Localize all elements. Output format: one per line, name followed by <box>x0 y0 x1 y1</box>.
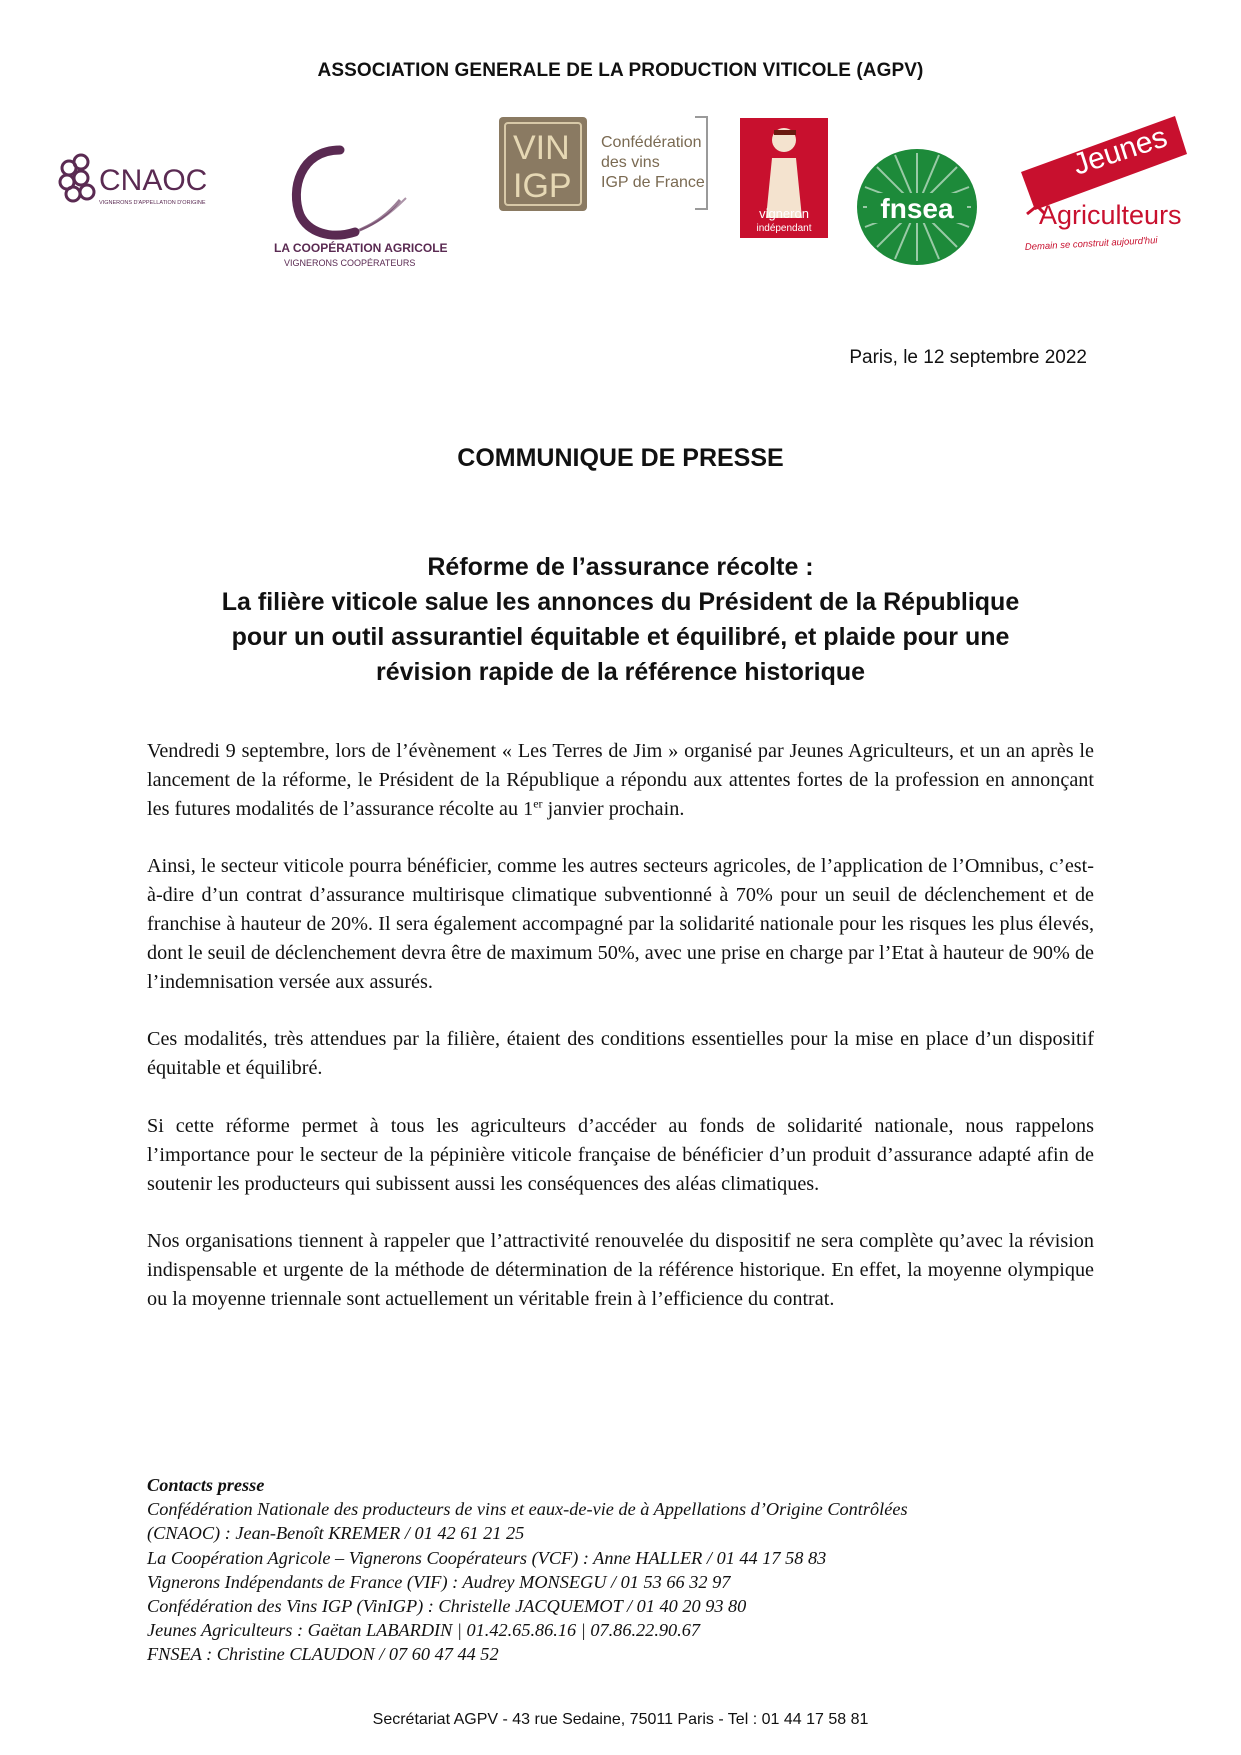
vigneron-line2: indépendant <box>756 223 812 234</box>
body-paragraph: Ainsi, le secteur viticole pourra bénéficier, comme les autres secteurs agricoles, de l’application de l’Omnibus, c’est-à-dire d’un contrat d’assurance multirisque climatique subventionné à 70% pour un seuil de déclenchement et de franchise à hauteur de 20%. Il sera également accompagné par la solidarité nationale pour les risques les plus élevés, dont le seuil de déclenchement devra être de maximum 50%, avec une prise en charge par l’Etat à hauteur de 90% de l’indemnisation versée aux assurés. <box>147 855 1094 993</box>
contact-line: Confédération des Vins IGP (VinIGP) : Christelle JACQUEMOT / 01 40 20 93 80 <box>147 1596 747 1617</box>
document-type-title: COMMUNIQUE DE PRESSE <box>457 444 784 472</box>
date-line: Paris, le 12 septembre 2022 <box>849 347 1087 368</box>
jeunes-agriculteurs-logo <box>1015 110 1195 260</box>
cooperation-line1: LA COOPÉRATION AGRICOLE <box>274 241 448 255</box>
headline-line: La filière viticole salue les annonces du Président de la République <box>221 588 1020 616</box>
body-paragraph: Si cette réforme permet à tous les agriculteurs d’accéder au fonds de solidarité nationale, nous rappelons l’importance pour le secteur de la pépinière viticole française de bénéficier d’un produit d’assurance adapté afin de soutenir les producteurs qui subissent aussi les conséquences des aléas climatiques. <box>147 1114 1094 1195</box>
body-text <box>147 737 1094 1343</box>
vigneron-line1: vigneron <box>759 206 809 221</box>
vinigp-badge-bottom: IGP <box>513 167 572 205</box>
ja-line1: Jeunes <box>1068 120 1172 182</box>
cooperation-line2: VIGNERONS COOPÉRATEURS <box>284 258 416 268</box>
headline <box>130 550 1111 690</box>
cnaoc-logo <box>55 150 230 210</box>
vinigp-line3: IGP de France <box>601 174 705 191</box>
body-paragraph: Vendredi 9 septembre, lors de l’évènement « Les Terres de Jim » organisé par Jeunes Agriculteurs, et un an après le lancement de la réforme, le Président de la République a répondu aux attentes fortes de la profession en annonçant les futures modalités de l’assurance récolte au 1er janvier prochain. <box>147 740 1094 820</box>
fnsea-name: fnsea <box>880 193 954 224</box>
contact-line: FNSEA : Christine CLAUDON / 07 60 47 44 52 <box>147 1644 499 1665</box>
cnaoc-tagline: VIGNERONS D'APPELLATION D'ORIGINE <box>99 200 206 206</box>
vinigp-logo <box>497 115 712 215</box>
contact-line: (CNAOC) : Jean-Benoît KREMER / 01 42 61 21 25 <box>147 1523 525 1544</box>
footer-address: Secrétariat AGPV - 43 rue Sedaine, 75011 Paris - Tel : 01 44 17 58 81 <box>372 1711 869 1728</box>
headline-line: pour un outil assurantiel équitable et équilibré, et plaide pour une <box>231 623 1010 651</box>
headline-line: Réforme de l’assurance récolte : <box>427 553 814 581</box>
fnsea-logo <box>855 147 980 267</box>
cnaoc-name: CNAOC <box>99 164 208 197</box>
contact-line: Confédération Nationale des producteurs de vins et eaux-de-vie de à Appellations d’Origine Contrôlées <box>147 1499 908 1520</box>
vinigp-line2: des vins <box>601 154 660 171</box>
contact-line: Vignerons Indépendants de France (VIF) : Audrey MONSEGU / 01 53 66 32 97 <box>147 1571 731 1592</box>
body-paragraph: Nos organisations tiennent à rappeler que l’attractivité renouvelée du dispositif ne sera complète qu’avec la révision indispensable et urgente de la méthode de détermination de la référence historique. En effet, la moyenne olympique ou la moyenne triennale sont actuellement un véritable frein à l’efficience du contrat. <box>147 1230 1094 1310</box>
vigneron-independant-logo <box>740 118 828 238</box>
contacts-heading: Contacts presse <box>147 1475 265 1495</box>
ja-line2: Agriculteurs <box>1039 200 1182 230</box>
contact-line: Jeunes Agriculteurs : Gaëtan LABARDIN | 01.42.65.86.16 | 07.86.22.90.67 <box>147 1620 701 1641</box>
cooperation-agricole-logo <box>270 140 450 270</box>
vinigp-line1: Confédération <box>601 134 702 151</box>
ja-tagline: Demain se construit aujourd'hui <box>1024 235 1158 253</box>
press-contacts <box>147 1473 1107 1667</box>
headline-line: révision rapide de la référence historique <box>375 658 866 686</box>
vinigp-badge-top: VIN <box>513 129 570 167</box>
body-paragraph: Ces modalités, très attendues par la filière, étaient des conditions essentielles pour la mise en place d’un dispositif équitable et équilibré. <box>147 1028 1094 1080</box>
association-title: ASSOCIATION GENERALE DE LA PRODUCTION VITICOLE (AGPV) <box>317 60 924 81</box>
contact-line: La Coopération Agricole – Vignerons Coopérateurs (VCF) : Anne HALLER / 01 44 17 58 83 <box>147 1547 827 1568</box>
